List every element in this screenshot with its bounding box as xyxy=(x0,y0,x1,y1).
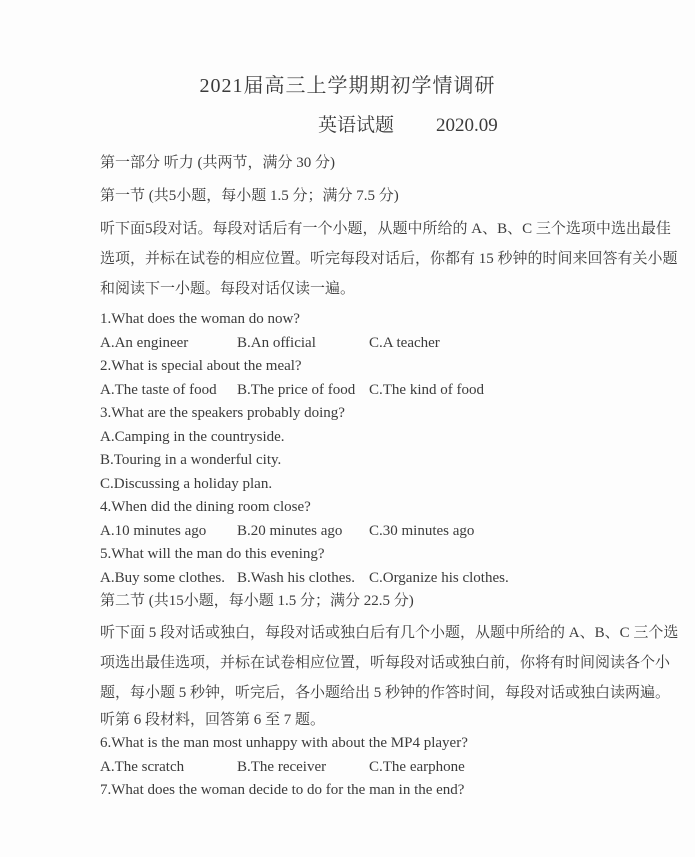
instruction-line: 听下面 5 段对话或独白，每段对话或独白后有几个小题，从题中所给的 A、B、C 三个选 xyxy=(100,624,679,641)
option-c: C.A teacher xyxy=(369,334,440,351)
instruction-line: 项选出最佳选项，并标在试卷相应位置，听每段对话或独白前，你将有时间阅读各个小 xyxy=(100,654,671,671)
question-3-option-a: A.Camping in the countryside. xyxy=(100,428,285,445)
document-title: 2021届高三上学期期初学情调研 xyxy=(199,75,496,97)
question-2-text: 2.What is special about the meal? xyxy=(100,358,302,374)
option-c: C.Organize his clothes. xyxy=(369,569,509,586)
question-4-options xyxy=(100,520,610,544)
option-a: A.The taste of food xyxy=(100,381,217,398)
subject-title: 英语试题 xyxy=(318,115,395,136)
instruction-line: 和阅读下一小题。每段对话仅读一遍。 xyxy=(100,281,356,297)
option-b: B.An official xyxy=(237,334,316,351)
document-body xyxy=(0,152,695,803)
section1-questions xyxy=(100,308,610,590)
option-b: B.20 minutes ago xyxy=(237,522,343,539)
instruction-line: 题，每小题 5 秒钟，听完后，各小题给出 5 秒钟的作答时间，每段对话或独白读两遍。 xyxy=(100,684,671,701)
question-3-text: 3.What are the speakers probably doing? xyxy=(100,405,345,421)
section2-instructions xyxy=(100,618,679,708)
section2-questions xyxy=(100,732,610,803)
option-b: B.Wash his clothes. xyxy=(237,569,355,586)
question-6-options xyxy=(100,756,610,780)
question-1-text: 1.What does the woman do now? xyxy=(100,311,300,327)
exam-date: 2020.09 xyxy=(436,115,498,136)
option-a: A.An engineer xyxy=(100,334,189,351)
subject-line xyxy=(0,114,695,138)
option-a: A.10 minutes ago xyxy=(100,522,207,539)
option-c: C.30 minutes ago xyxy=(369,522,475,539)
question-1-options xyxy=(100,332,610,356)
section1-heading: 第一节 (共5小题，每小题 1.5 分；满分 7.5 分) xyxy=(100,188,399,204)
section1-instructions xyxy=(100,214,678,304)
question-5-text: 5.What will the man do this evening? xyxy=(100,546,325,562)
instruction-line: 选项，并标在试卷的相应位置。听完每段对话后，你都有 15 秒钟的时间来回答有关小题 xyxy=(100,251,678,267)
question-3-option-b: B.Touring in a wonderful city. xyxy=(100,452,282,468)
section2-heading: 第二节 (共15小题，每小题 1.5 分；满分 22.5 分) xyxy=(100,593,414,609)
part1-heading: 第一部分 听力 (共两节，满分 30 分) xyxy=(100,155,335,171)
question-5-options xyxy=(100,567,610,591)
question-4-text: 4.When did the dining room close? xyxy=(100,499,311,515)
option-c: C.The kind of food xyxy=(369,381,484,398)
material-6-note: 听第 6 段材料，回答第 6 至 7 题。 xyxy=(100,711,326,728)
question-2-options xyxy=(100,379,610,403)
option-a: A.Buy some clothes. xyxy=(100,569,225,586)
option-c: C.The earphone xyxy=(369,758,465,775)
instruction-line: 听下面5段对话。每段对话后有一个小题，从题中所给的 A、B、C 三个选项中选出最佳 xyxy=(100,221,671,237)
question-7-text: 7.What does the woman decide to do for the man in the end? xyxy=(100,782,465,798)
option-b: B.The receiver xyxy=(237,758,327,775)
option-a: A.The scratch xyxy=(100,758,185,775)
option-b: B.The price of food xyxy=(237,381,356,398)
question-6-text: 6.What is the man most unhappy with about the MP4 player? xyxy=(100,735,468,751)
question-3-option-c: C.Discussing a holiday plan. xyxy=(100,475,273,492)
